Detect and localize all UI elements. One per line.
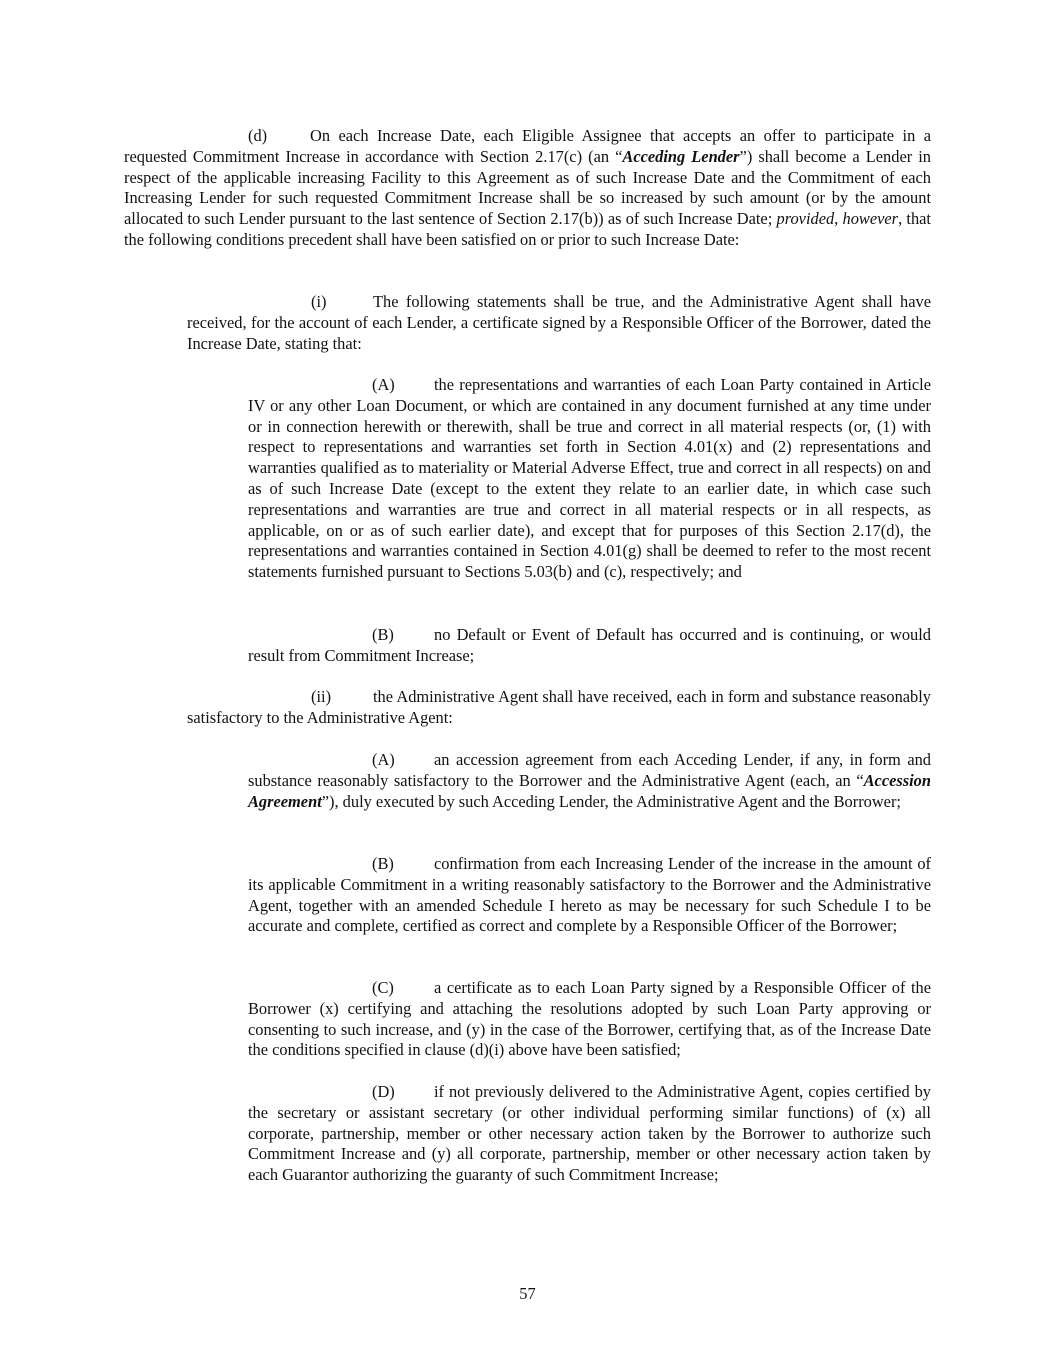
paragraph-text: On each Increase Date, each Eligible Assignee that accepts an offer to participate in a requested Commitment Increase in accordance with Section 2.17(c) (an “ xyxy=(124,126,931,166)
paragraph-text: the Administrative Agent shall have received, each in form and substance reasonably satisfactory to the Administrative Agent: xyxy=(187,687,931,727)
paragraph-text: ”) shall become a Lender in respect of the applicable increasing Facility to this Agreement as of such Increase Date and the Commitment of each Increasing Lender for such requested Commitment Increase shall be so increased by such amount (or by the amount allocated to such Lender pursuant to the last sentence of Section 2.17(b)) as of such Increase Date; xyxy=(124,146,932,229)
paragraph-text: The following statements shall be true, and the Administrative Agent shall have received, for the account of each Lender, a certificate signed by a Responsible Officer of the Borrower, dated the Increase Date, stating that: xyxy=(187,292,931,353)
paragraph-i-A xyxy=(248,375,931,583)
paragraph-label: (A) xyxy=(372,375,395,394)
paragraph-label: (i) xyxy=(311,292,327,311)
paragraph-ii-C xyxy=(248,978,931,1061)
paragraph-text: an accession agreement from each Acceding Lender, if any, in form and substance reasonably satisfactory to the Borrower and the Administrative Agent (each, an “ xyxy=(248,750,931,790)
paragraph-ii-D xyxy=(248,1082,931,1186)
paragraph-text: , that the following conditions precedent shall have been satisfied on or prior to such Increase Date: xyxy=(124,209,931,249)
paragraph-d xyxy=(124,126,931,251)
paragraph-text: ”), duly executed by such Acceding Lender, the Administrative Agent and the Borrower; xyxy=(321,791,901,811)
paragraph-text: no Default or Event of Default has occurred and is continuing, or would result from Commitment Increase; xyxy=(248,625,931,665)
paragraph-text: , xyxy=(834,209,843,229)
paragraph-i-B xyxy=(248,625,931,667)
paragraph-ii-A xyxy=(248,750,931,812)
paragraph-label: (C) xyxy=(372,978,394,997)
paragraph-label: (D) xyxy=(372,1082,395,1101)
defined-term: Accession Agreement xyxy=(248,770,931,811)
paragraph-ii-B xyxy=(248,854,931,937)
italic-word: however xyxy=(842,209,899,229)
paragraph-label: (B) xyxy=(372,625,394,644)
paragraph-label: (B) xyxy=(372,854,394,873)
defined-term: Acceding Lender xyxy=(622,146,740,166)
paragraph-text: confirmation from each Increasing Lender of the increase in the amount of its applicable Commitment in a writing reasonably satisfactory to the Borrower and the Administrative Agent, together with an amended Schedule I hereto as may be necessary for such Schedule I to be accurate and complete, certified as correct and complete by a Responsible Officer of the Borrower; xyxy=(248,854,931,936)
paragraph-text: a certificate as to each Loan Party signed by a Responsible Officer of the Borrower (x) certifying and attaching the resolutions adopted by such Loan Party approving or consenting to such increase, and (y) in the case of the Borrower, certifying that, as of the Increase Date the conditions specified in clause (d)(i) above have been satisfied; xyxy=(248,978,931,1060)
paragraph-label: (ii) xyxy=(311,687,332,706)
paragraph-ii xyxy=(187,687,931,729)
paragraph-text: if not previously delivered to the Administrative Agent, copies certified by the secretary or assistant secretary (or other individual performing similar functions) of (x) all corporate, partnership, member or other necessary action taken by the Borrower to authorize such Commitment Increase and (y) all corporate, partnership, member or other necessary action taken by each Guarantor authorizing the guaranty of such Commitment Increase; xyxy=(248,1082,931,1185)
page-number: 57 xyxy=(519,1284,536,1303)
paragraph-text: the representations and warranties of each Loan Party contained in Article IV or any other Loan Document, or which are contained in any document furnished at any time under or in connection herewith or therewith, shall be true and correct in all material respects (or, (1) with respect to representations and warranties set forth in Section 4.01(x) and (2) representations and warranties qualified as to materiality or Material Adverse Effect, true and correct in all respects) on and as of such Increase Date (except to the extent they relate to an earlier date, in which case such representations and warranties are true and correct in all material respects or in all respects, as applicable, on or as of such earlier date), and except that for purposes of this Section 2.17(d), the representations and warranties contained in Section 4.01(g) shall be deemed to refer to the most recent statements furnished pursuant to Sections 5.03(b) and (c), respectively; and xyxy=(248,375,931,582)
paragraph-i xyxy=(187,292,931,354)
italic-word: provided xyxy=(776,209,835,229)
paragraph-label: (A) xyxy=(372,750,395,769)
paragraph-label: (d) xyxy=(248,126,268,145)
